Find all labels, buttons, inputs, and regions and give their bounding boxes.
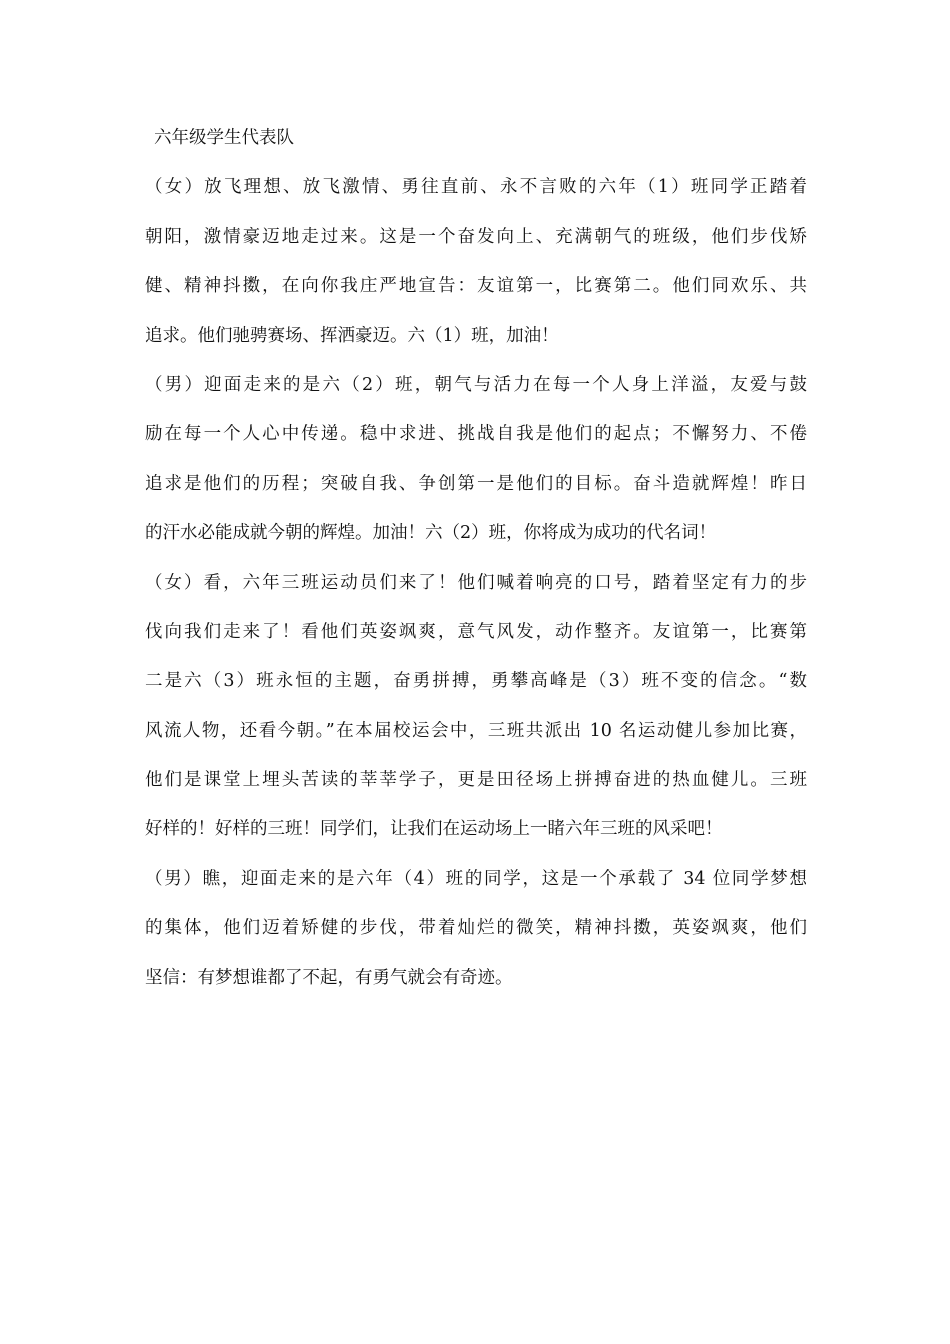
text-line: 追求。他们驰骋赛场、挥洒豪迈。六（1）班，加油！: [145, 325, 559, 346]
text-line: 的集体，他们迈着矫健的步伐，带着灿烂的微笑，精神抖擞，英姿飒爽，他们: [145, 918, 807, 939]
text-line: 他们是课堂上埋头苦读的莘莘学子，更是田径场上拼搏奋进的热血健儿。三班: [145, 770, 807, 791]
text-line: （男）瞧，迎面走来的是六年（4）班的同学，这是一个承载了 34 位同学梦想: [145, 868, 807, 889]
document-title: 六年级学生代表队: [154, 128, 294, 148]
text-line: 二是六（3）班永恒的主题，奋勇拼搏，勇攀高峰是（3）班不变的信念。“数: [145, 671, 807, 692]
text-line: 健、精神抖擞，在向你我庄严地宣告：友谊第一，比赛第二。他们同欢乐、共: [145, 276, 807, 297]
document-body: [145, 122, 807, 1011]
text-line: 好样的！好样的三班！同学们，让我们在运动场上一睹六年三班的风采吧！: [145, 819, 723, 840]
text-line: （女）看，六年三班运动员们来了！他们喊着响亮的口号，踏着坚定有力的步: [145, 572, 807, 593]
text-line: （女）放飞理想、放飞激情、勇往直前、永不言败的六年（1）班同学正踏着: [145, 177, 807, 198]
text-line: 的汗水必能成就今朝的辉煌。加油！六（2）班，你将成为成功的代名词！: [145, 523, 717, 544]
text-line: 坚信：有梦想谁都了不起，有勇气就会有奇迹。: [145, 967, 513, 988]
text-line: 风流人物，还看今朝。”在本届校运会中，三班共派出 10 名运动健儿参加比赛，: [145, 720, 807, 741]
text-line: 追求是他们的历程；突破自我、争创第一是他们的目标。奋斗造就辉煌！昨日: [145, 473, 807, 494]
text-line: 励在每一个人心中传递。稳中求进、挑战自我是他们的起点；不懈努力、不倦: [145, 424, 807, 445]
text-line: 伐向我们走来了！看他们英姿飒爽，意气风发，动作整齐。友谊第一，比赛第: [145, 621, 807, 642]
text-line: 朝阳，激情豪迈地走过来。这是一个奋发向上、充满朝气的班级，他们步伐矫: [145, 226, 807, 247]
text-line: （男）迎面走来的是六（2）班，朝气与活力在每一个人身上洋溢，友爱与鼓: [145, 374, 807, 395]
